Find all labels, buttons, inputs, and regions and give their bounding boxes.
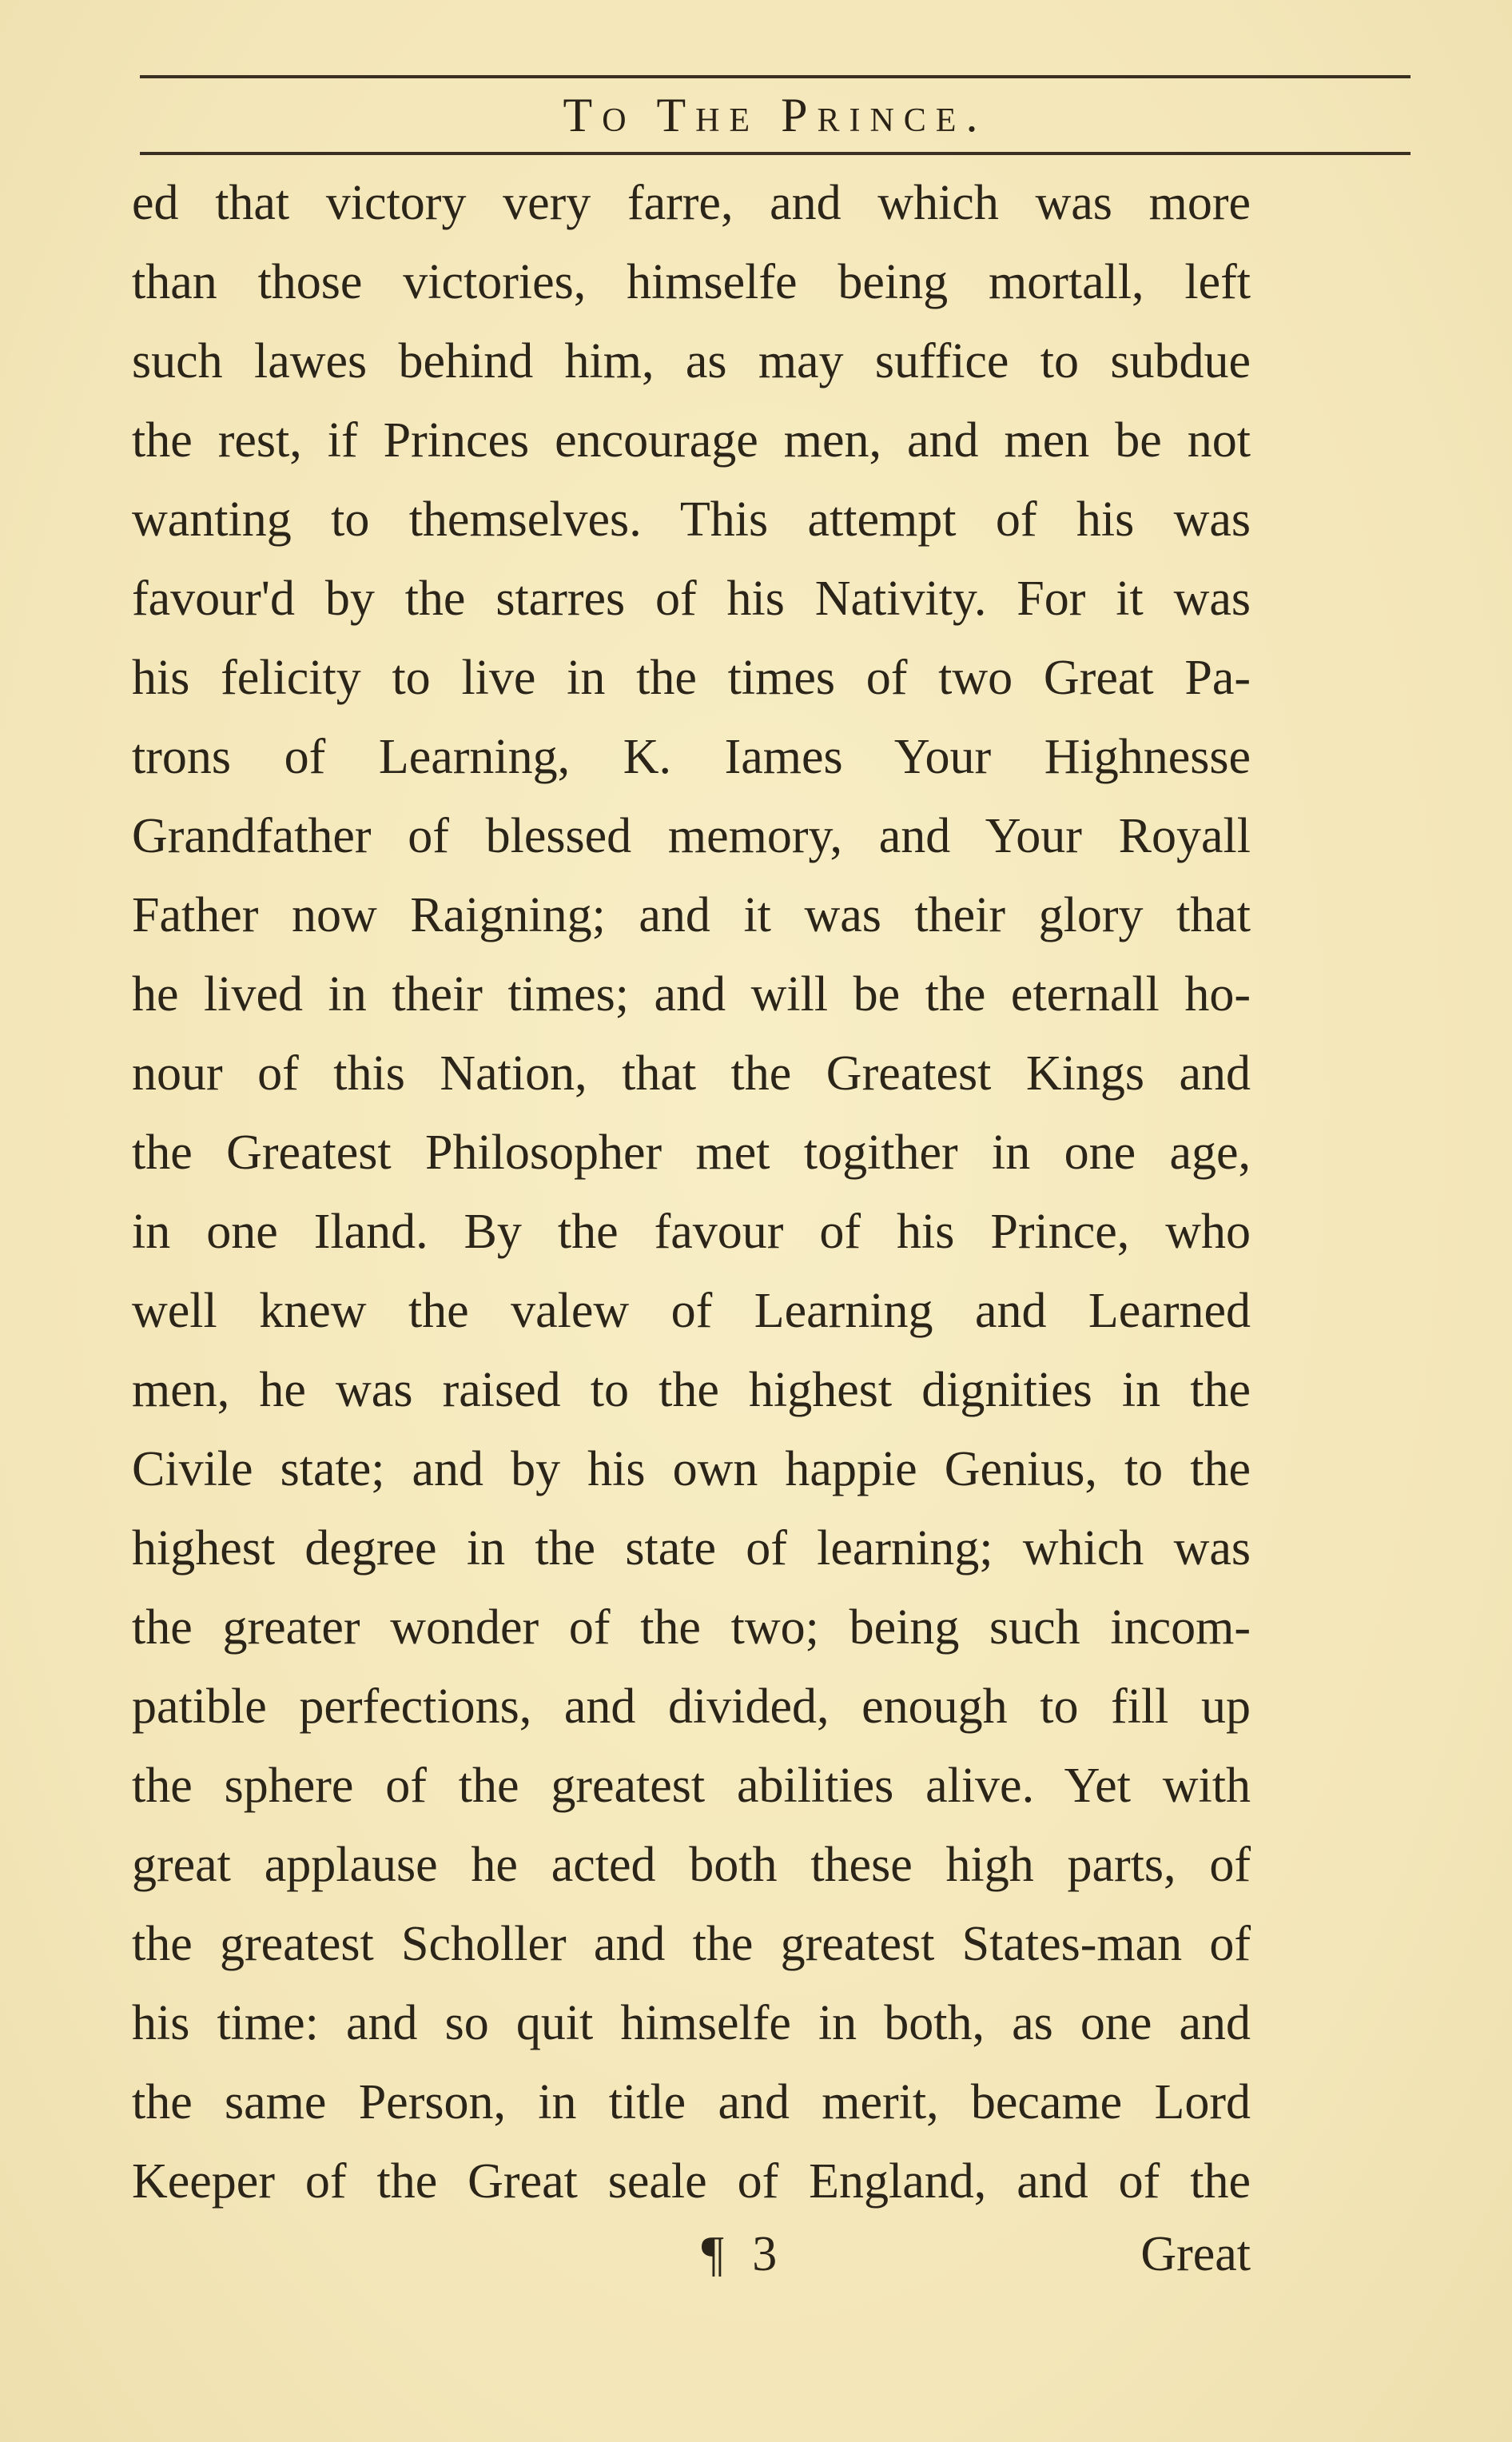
text-line: ed that victory very farre, and which was more bbox=[132, 176, 1251, 230]
text-line: trons of Learning, K. Iames Your Highnesse bbox=[132, 730, 1251, 784]
text-line: well knew the valew of Learning and Learned bbox=[132, 1284, 1251, 1338]
text-line: Keeper of the Great seale of England, and of the bbox=[132, 2154, 1251, 2209]
text-line: the same Person, in title and merit, became Lord bbox=[132, 2075, 1251, 2129]
text-line: wanting to themselves. This attempt of his was bbox=[132, 492, 1251, 547]
text-line: patible perfections, and divided, enough to fill up bbox=[132, 1679, 1251, 1734]
text-line: the Greatest Philosopher met togither in one age, bbox=[132, 1125, 1251, 1180]
page-footer bbox=[132, 2214, 1251, 2294]
text-line: in one Iland. By the favour of his Prince, who bbox=[132, 1205, 1251, 1259]
top-rule bbox=[140, 75, 1411, 78]
catchword: Great bbox=[1140, 2227, 1251, 2281]
signature-mark: ¶ 3 bbox=[701, 2227, 786, 2281]
text-line: than those victories, himselfe being mortall, left bbox=[132, 255, 1251, 309]
body-text bbox=[132, 164, 1251, 2221]
text-line: the greater wonder of the two; being such incom- bbox=[132, 1600, 1251, 1655]
text-line: Civile state; and by his own happie Genius, to the bbox=[132, 1442, 1251, 1496]
head-rule bbox=[140, 152, 1411, 155]
text-line: nour of this Nation, that the Greatest Kings and bbox=[132, 1046, 1251, 1101]
text-line: the greatest Scholler and the greatest States-man of bbox=[132, 1917, 1251, 1971]
text-line: Father now Raigning; and it was their glory that bbox=[132, 888, 1251, 942]
text-line: he lived in their times; and will be the eternall ho- bbox=[132, 967, 1251, 1022]
text-line: the rest, if Princes encourage men, and men be not bbox=[132, 413, 1251, 468]
text-line: his felicity to live in the times of two Great Pa- bbox=[132, 651, 1251, 705]
text-line: his time: and so quit himselfe in both, as one and bbox=[132, 1996, 1251, 2050]
text-line: great applause he acted both these high parts, of bbox=[132, 1838, 1251, 1892]
text-line: Grandfather of blessed memory, and Your Royall bbox=[132, 809, 1251, 863]
text-line: such lawes behind him, as may suffice to subdue bbox=[132, 334, 1251, 388]
text-line: favour'd by the starres of his Nativity. For it was bbox=[132, 572, 1251, 626]
text-line: the sphere of the greatest abilities alive. Yet with bbox=[132, 1759, 1251, 1813]
running-head: To The Prince. bbox=[563, 89, 988, 141]
text-line: highest degree in the state of learning; which was bbox=[132, 1521, 1251, 1576]
text-line: men, he was raised to the highest dignities in the bbox=[132, 1363, 1251, 1417]
